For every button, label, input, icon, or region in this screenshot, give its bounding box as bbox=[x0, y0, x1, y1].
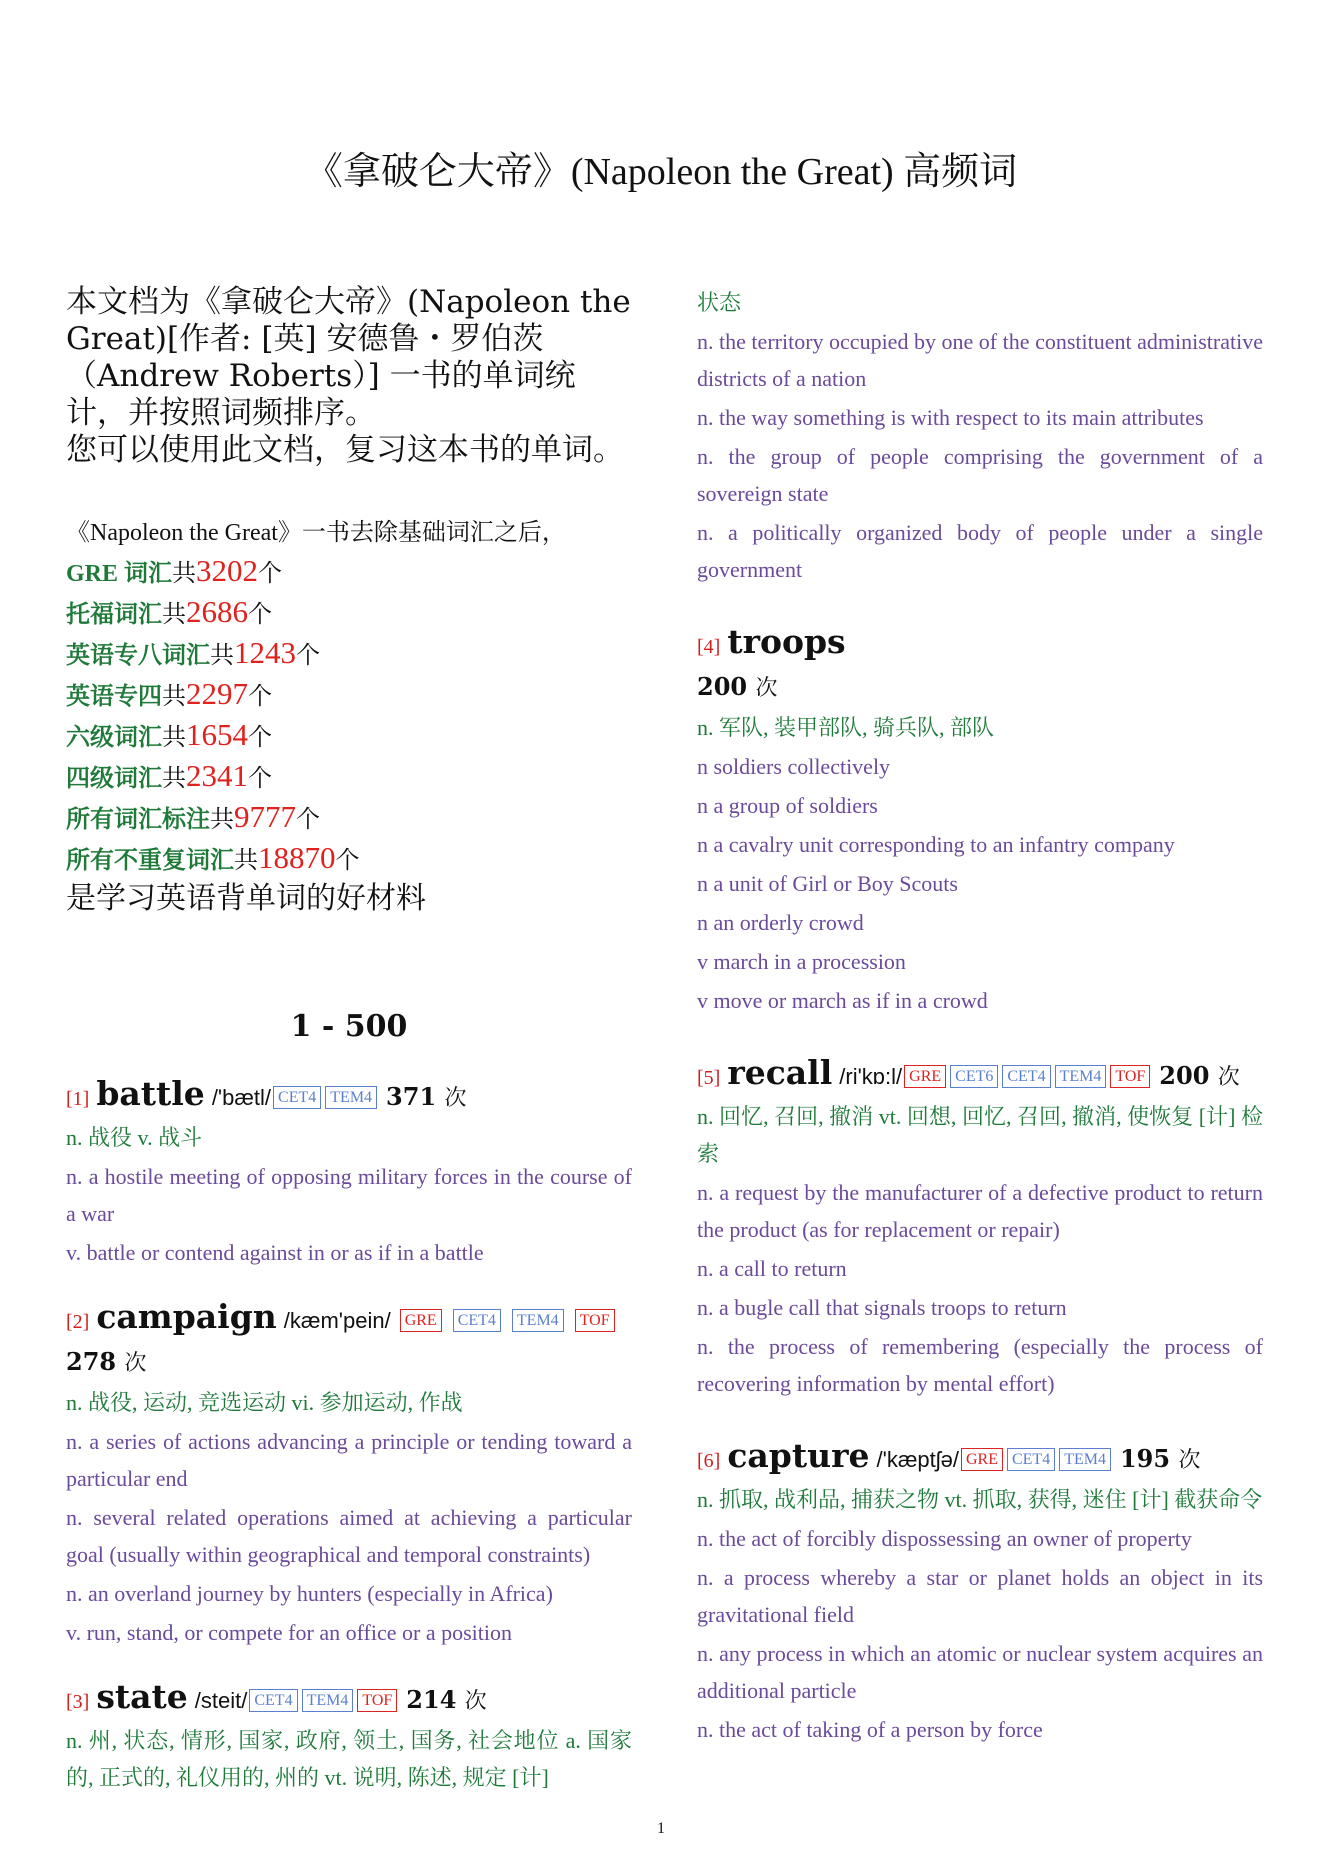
tag-badge: TOF bbox=[575, 1309, 615, 1332]
document-title: 《拿破仑大帝》(Napoleon the Great) 高频词 bbox=[304, 151, 1018, 193]
stat-unit: 个 bbox=[296, 643, 320, 669]
tag-badge: CET4 bbox=[1002, 1065, 1050, 1088]
stat-count: 2341 bbox=[186, 758, 248, 793]
entry-head bbox=[66, 1677, 632, 1722]
tag-badge: TEM4 bbox=[302, 1689, 354, 1712]
entry-count-line bbox=[66, 1342, 632, 1384]
stat-unit: 个 bbox=[248, 766, 272, 792]
entry-count bbox=[1120, 1444, 1200, 1473]
count-value: 278 bbox=[66, 1347, 117, 1376]
count-value: 371 bbox=[386, 1082, 437, 1111]
entry-definition: n. the way something is with respect to its main attributes bbox=[697, 405, 1204, 430]
entry-index: [4] bbox=[697, 636, 721, 658]
tag-badge: CET6 bbox=[950, 1065, 998, 1088]
stat-mid: 共 bbox=[210, 807, 234, 833]
stat-count: 2297 bbox=[186, 676, 248, 711]
entry-definition: n a unit of Girl or Boy Scouts bbox=[697, 871, 958, 896]
word-entry-troops bbox=[697, 622, 1263, 1019]
entry-chinese-meaning: n. 回忆, 召回, 撤消 vt. 回想, 回忆, 召回, 撤消, 使恢复 [计] 检索 bbox=[697, 1104, 1263, 1166]
entry-head bbox=[66, 1297, 632, 1342]
entry-phonetic: /'kæptʃə/ bbox=[876, 1447, 959, 1472]
stat-cet4 bbox=[66, 757, 632, 798]
stat-tem4 bbox=[66, 675, 632, 716]
entry-head bbox=[697, 1436, 1263, 1481]
stat-cet6 bbox=[66, 716, 632, 757]
stat-mid: 共 bbox=[234, 848, 258, 874]
stat-unit: 个 bbox=[296, 807, 320, 833]
stat-unit: 个 bbox=[335, 848, 360, 874]
stat-label: 所有词汇标注 bbox=[66, 807, 210, 833]
entry-phonetic: /kæm'pein/ bbox=[283, 1308, 391, 1333]
entry-word: state bbox=[96, 1677, 188, 1716]
right-column bbox=[697, 284, 1263, 1774]
stat-mid: 共 bbox=[162, 766, 186, 792]
entry-index: [1] bbox=[66, 1088, 90, 1110]
tag-badge: TEM4 bbox=[325, 1086, 377, 1109]
stat-all-unique bbox=[66, 839, 632, 880]
stat-unit: 个 bbox=[258, 561, 283, 587]
entry-definition: n. a process whereby a star or planet holds an object in its gravitational field bbox=[697, 1565, 1263, 1627]
vocabulary-stats bbox=[66, 515, 632, 917]
stat-toefl bbox=[66, 593, 632, 634]
intro-paragraph-2: 您可以使用此文档，复习这本书的单词。 bbox=[66, 432, 624, 468]
entry-chinese-meaning: n. 战役, 运动, 竞选运动 vi. 参加运动, 作战 bbox=[66, 1390, 463, 1415]
entry-count bbox=[386, 1082, 466, 1111]
entry-definition: v. run, stand, or compete for an office or a position bbox=[66, 1620, 512, 1645]
word-entry-state-continued bbox=[697, 284, 1263, 588]
stat-label: 托福词汇 bbox=[66, 602, 162, 628]
stat-label: 所有不重复词汇 bbox=[66, 848, 234, 874]
word-entry-battle bbox=[66, 1074, 632, 1271]
entry-definition: n. several related operations aimed at achieving a particular goal (usually within geographical and temporal constraints) bbox=[66, 1505, 632, 1567]
entry-word: recall bbox=[727, 1053, 833, 1092]
tag-badge: CET4 bbox=[1007, 1448, 1055, 1471]
tag-badge: TEM4 bbox=[1055, 1065, 1107, 1088]
stat-gre bbox=[66, 552, 632, 593]
entry-definition: n. the act of taking of a person by force bbox=[697, 1717, 1043, 1742]
word-entry-capture bbox=[697, 1436, 1263, 1748]
entry-head bbox=[66, 1074, 632, 1119]
stat-count: 18870 bbox=[258, 840, 336, 875]
intro-paragraph-1: 本文档为《拿破仑大帝》(Napoleon the Great)[作者: [英] 安德鲁・罗伯茨（Andrew Roberts）] 一书的单词统计，并按照词频排序。 bbox=[66, 284, 631, 431]
stat-unit: 个 bbox=[248, 725, 272, 751]
count-value: 195 bbox=[1119, 1444, 1171, 1473]
entry-index: [5] bbox=[697, 1067, 721, 1089]
tag-badge: TEM4 bbox=[1059, 1448, 1111, 1471]
count-unit: 次 bbox=[755, 676, 778, 701]
entry-definition: n. a bugle call that signals troops to return bbox=[697, 1295, 1067, 1320]
stat-label: 四级词汇 bbox=[66, 766, 162, 792]
entry-definition: n an orderly crowd bbox=[697, 910, 864, 935]
entry-chinese-meaning-cont: 状态 bbox=[697, 290, 742, 315]
stat-label: 英语专四 bbox=[66, 684, 162, 710]
entry-head bbox=[697, 622, 1263, 667]
entry-word: capture bbox=[727, 1436, 870, 1475]
stat-mid: 共 bbox=[172, 561, 197, 587]
entry-index: [6] bbox=[697, 1450, 721, 1472]
count-value: 200 bbox=[1159, 1061, 1210, 1090]
word-entry-campaign bbox=[66, 1297, 632, 1651]
page-number: 1 bbox=[657, 1820, 665, 1837]
entry-word: troops bbox=[727, 622, 846, 661]
tag-badge: CET4 bbox=[249, 1689, 297, 1712]
entry-definition: v move or march as if in a crowd bbox=[697, 988, 988, 1013]
tag-badge: GRE bbox=[904, 1065, 946, 1088]
stat-tem8 bbox=[66, 634, 632, 675]
count-value: 200 bbox=[697, 672, 748, 701]
stat-unit: 个 bbox=[248, 684, 272, 710]
count-unit: 次 bbox=[124, 1351, 147, 1376]
entry-count bbox=[66, 1347, 146, 1376]
stat-label: 英语专八词汇 bbox=[66, 643, 210, 669]
entry-definition: n. any process in which an atomic or nuclear system acquires an additional particle bbox=[697, 1641, 1263, 1703]
word-entry-recall bbox=[697, 1053, 1263, 1402]
entry-phonetic: /'bætl/ bbox=[211, 1085, 272, 1110]
entry-definition: n. a politically organized body of people under a single government bbox=[697, 520, 1263, 582]
entry-word: campaign bbox=[96, 1297, 277, 1336]
entry-phonetic: /steit/ bbox=[194, 1688, 248, 1713]
tag-badge: TEM4 bbox=[512, 1309, 564, 1332]
stat-all-tagged bbox=[66, 798, 632, 839]
count-value: 214 bbox=[406, 1685, 457, 1714]
stat-mid: 共 bbox=[162, 602, 186, 628]
entry-phonetic: /ri'kɒ:l/ bbox=[839, 1064, 903, 1089]
stat-label: GRE 词汇 bbox=[66, 561, 173, 587]
entry-definition: n a group of soldiers bbox=[697, 793, 878, 818]
tag-badge: CET4 bbox=[273, 1086, 321, 1109]
range-heading: 1 - 500 bbox=[290, 1009, 408, 1044]
entry-definition: v. battle or contend against in or as if in a battle bbox=[66, 1240, 484, 1265]
entry-chinese-meaning: n. 州, 状态, 情形, 国家, 政府, 领土, 国务, 社会地位 a. 国家的, 正式的, 礼仪用的, 州的 vt. 说明, 陈述, 规定 [计] bbox=[66, 1728, 632, 1790]
entry-definition: n. a request by the manufacturer of a defective product to return the product (as for replacement or repair) bbox=[697, 1180, 1263, 1242]
stats-lead: 《Napoleon the Great》一书去除基础词汇之后， bbox=[66, 520, 566, 546]
tag-badge: CET4 bbox=[453, 1309, 501, 1332]
tag-badge: TOF bbox=[1110, 1065, 1150, 1088]
count-unit: 次 bbox=[444, 1086, 467, 1111]
entry-chinese-meaning: n. 抓取, 战利品, 捕获之物 vt. 抓取, 获得, 迷住 [计] 截获命令 bbox=[697, 1487, 1263, 1512]
tag-badge: GRE bbox=[961, 1448, 1003, 1471]
entry-definition: n. the process of remembering (especially the process of recovering information by mental effort) bbox=[697, 1334, 1263, 1396]
stat-count: 1654 bbox=[186, 717, 248, 752]
entry-definition: n. the act of forcibly dispossessing an owner of property bbox=[697, 1526, 1192, 1551]
entry-definition: n. a call to return bbox=[697, 1256, 847, 1281]
stat-mid: 共 bbox=[162, 684, 186, 710]
left-column bbox=[66, 284, 632, 1822]
entry-definition: n soldiers collectively bbox=[697, 754, 891, 779]
stat-mid: 共 bbox=[210, 643, 234, 669]
entry-count bbox=[697, 672, 777, 701]
stat-count: 2686 bbox=[186, 594, 248, 629]
entry-definition: n a cavalry unit corresponding to an infantry company bbox=[697, 832, 1175, 857]
word-entry-state bbox=[66, 1677, 632, 1796]
entry-definition: n. a hostile meeting of opposing military forces in the course of a war bbox=[66, 1164, 632, 1226]
stat-unit: 个 bbox=[248, 602, 272, 628]
entry-chinese-meaning: n. 战役 v. 战斗 bbox=[66, 1125, 203, 1150]
entry-head bbox=[697, 1053, 1263, 1098]
entry-definition: n. a series of actions advancing a principle or tending toward a particular end bbox=[66, 1429, 632, 1491]
stat-label: 六级词汇 bbox=[66, 725, 162, 751]
entry-definition: n. an overland journey by hunters (especially in Africa) bbox=[66, 1581, 553, 1606]
tag-badge: GRE bbox=[400, 1309, 442, 1332]
stats-closing: 是学习英语背单词的好材料 bbox=[66, 882, 426, 915]
stat-count: 9777 bbox=[234, 799, 296, 834]
tag-badge: TOF bbox=[357, 1689, 397, 1712]
entry-definition: n. the territory occupied by one of the constituent administrative districts of a nation bbox=[697, 329, 1263, 391]
stat-count: 1243 bbox=[234, 635, 296, 670]
entry-count-line bbox=[697, 667, 1263, 709]
entry-word: battle bbox=[96, 1074, 205, 1113]
stat-count: 3202 bbox=[196, 553, 259, 588]
stat-mid: 共 bbox=[162, 725, 186, 751]
entry-index: [3] bbox=[66, 1691, 90, 1713]
entry-count bbox=[1159, 1061, 1239, 1090]
count-unit: 次 bbox=[1178, 1448, 1201, 1473]
entry-index: [2] bbox=[66, 1311, 90, 1333]
count-unit: 次 bbox=[464, 1689, 487, 1714]
count-unit: 次 bbox=[1217, 1065, 1240, 1090]
entry-definition: v march in a procession bbox=[697, 949, 906, 974]
entry-chinese-meaning: n. 军队, 装甲部队, 骑兵队, 部队 bbox=[697, 715, 995, 740]
entry-definition: n. the group of people comprising the government of a sovereign state bbox=[697, 444, 1263, 506]
entry-count bbox=[406, 1685, 486, 1714]
